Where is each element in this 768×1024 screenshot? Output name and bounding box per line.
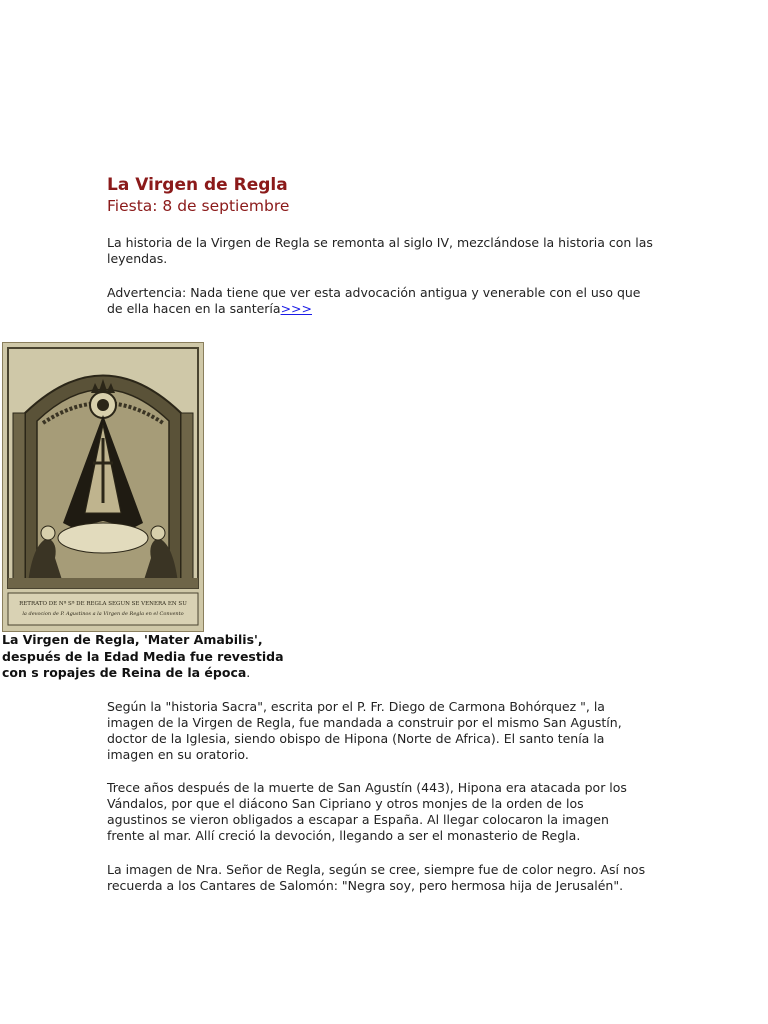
more-link[interactable]: >>> [280,301,312,316]
caption-text: La Virgen de Regla, 'Mater Amabilis', después de la Edad Media fue revestida con s ropajes de Reina de la época [2,632,284,680]
warning-paragraph [107,285,652,317]
intro-paragraph: La historia de la Virgen de Regla se remonta al siglo IV, mezclándose la historia con las leyendas. [107,235,653,266]
virgin-engraving-image [2,342,204,632]
caption-period: . [246,665,251,680]
engraving-inscription-line1: RETRATO DE Nª Sª DE REGLA SEGUN SE VENERA EN SU [19,601,187,607]
engraving-inscription-line2: la devocion de P. Agustinos a la Virgen de Regla en el Convento [22,611,184,617]
body-paragraph-2: Trece años después de la muerte de San Agustín (443), Hipona era atacada por los Vándalos, por que el diácono San Cipriano y otros monjes de la orden de los agustinos se vieron obligados a escapar a España. Al llegar colocaron la imagen frente al mar. Allí creció la devoción, llegando a ser el monasterio de Regla. [107,780,627,843]
page-title: La Virgen de Regla [107,175,288,195]
body-paragraph-3: La imagen de Nra. Señor de Regla, según se cree, siempre fue de color negro. Así nos recuerda a los Cantares de Salomón: "Negra soy, pero hermosa hija de Jerusalén". [107,862,646,893]
figure-caption [2,632,287,682]
body-paragraph-1: Según la "historia Sacra", escrita por el P. Fr. Diego de Carmona Bohórquez ", la imagen de la Virgen de Regla, fue mandada a construir por el mismo San Agustín, doctor de la Iglesia, siendo obispo de Hipona (Norte de Africa). El santo tenía la imagen en su oratorio. [107,699,622,762]
engraving-illustration [3,343,203,631]
feast-date-subtitle: Fiesta: 8 de septiembre [107,197,290,215]
warning-text: Advertencia: Nada tiene que ver esta advocación antigua y venerable con el uso que de ella hacen en la santería [107,285,641,316]
